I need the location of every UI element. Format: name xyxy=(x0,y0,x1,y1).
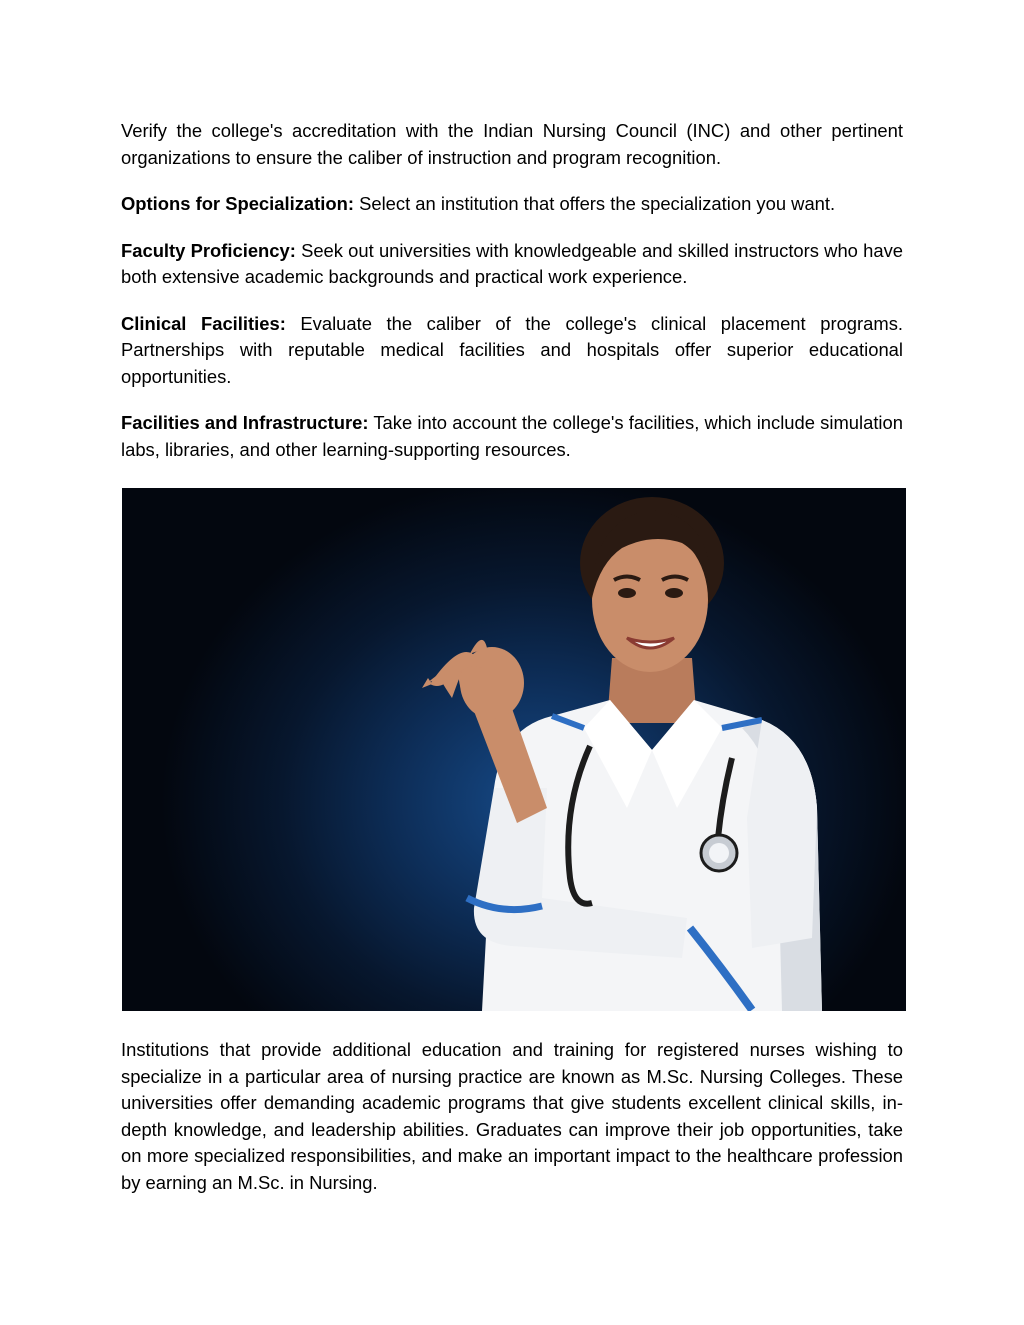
point-faculty xyxy=(121,238,903,291)
point-text: Take into account the college's facilities, which include simulation labs, libraries, and other learning-supporting resources. xyxy=(121,412,903,460)
intro-paragraph: Verify the college's accreditation with the Indian Nursing Council (INC) and other pertinent organizations to ensure the caliber of instruction and program recognition. xyxy=(121,120,903,168)
point-text: Seek out universities with knowledgeable and skilled instructors who have both extensive academic backgrounds and practical work experience. xyxy=(121,239,903,287)
eye-right xyxy=(665,588,683,598)
text-section-bottom xyxy=(121,1037,903,1216)
point-heading: Faculty Proficiency: xyxy=(121,239,296,261)
point-text: Evaluate the caliber of the college's clinical placement programs. Partnerships with reputable medical facilities and hospitals offer superior educational opportunities. xyxy=(121,312,903,387)
eye-left xyxy=(618,588,636,598)
point-specialization xyxy=(121,191,903,218)
point-heading: Options for Specialization: xyxy=(121,193,354,214)
nurse-illustration xyxy=(122,488,906,1011)
text-section-top xyxy=(121,118,903,483)
point-text: Select an institution that offers the specialization you want. xyxy=(353,193,836,214)
nurse-photo xyxy=(122,488,906,1011)
point-infrastructure xyxy=(121,410,903,463)
sleeve-right xyxy=(747,720,817,948)
stethoscope-diaphragm xyxy=(709,843,729,863)
conclusion-paragraph: Institutions that provide additional education and training for registered nurses wishing to specialize in a particular area of nursing practice are known as M.Sc. Nursing Colleges. These universities offer demanding academic programs that give students excellent clinical skills, in-depth knowledge, and leadership abilities. Graduates can improve their job opportunities, take on more specialized responsibilities, and make an important impact to the healthcare profession by earning an M.Sc. in Nursing. xyxy=(121,1039,903,1193)
point-heading: Clinical Facilities: xyxy=(121,312,286,334)
point-heading: Facilities and Infrastructure: xyxy=(121,412,369,433)
point-clinical xyxy=(121,311,903,391)
thumb-tip xyxy=(422,678,432,688)
